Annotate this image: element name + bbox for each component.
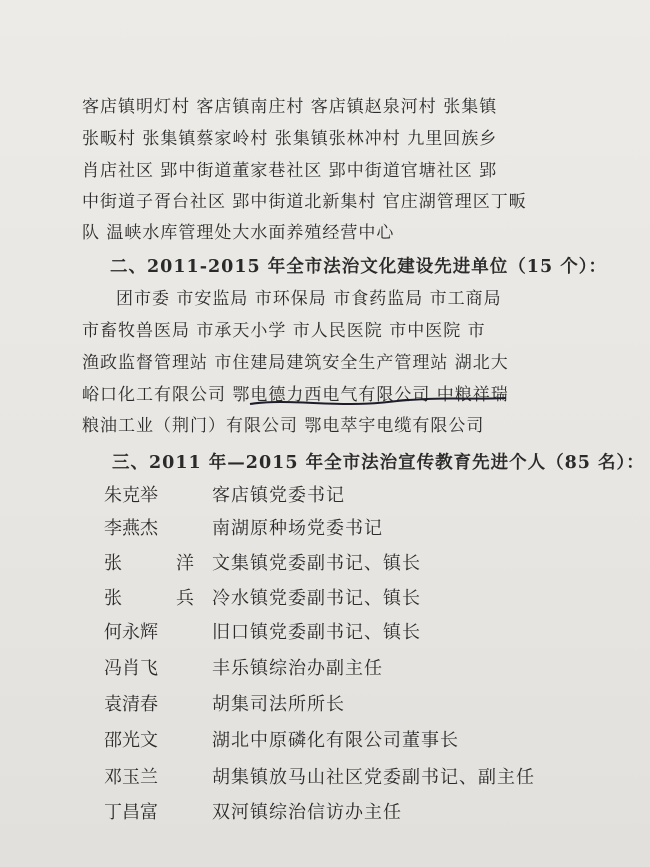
person-title: 旧口镇党委副书记、镇长: [212, 622, 421, 643]
person-name: [104, 588, 194, 610]
name-char: 兵: [176, 588, 194, 609]
section-heading-3: 三、2011 年—2015 年全市法治宣传教育先进个人（85 名）：: [112, 453, 645, 473]
text-line-9: 渔政监督管理站 市住建局建筑安全生产管理站 湖北大: [82, 353, 509, 373]
name-char: 洋: [176, 553, 194, 574]
person-name: 邓玉兰: [104, 767, 158, 788]
text-line-7: 团市委 市安监局 市环保局 市食药监局 市工商局: [116, 289, 502, 309]
text-line-8: 市畜牧兽医局 市承天小学 市人民医院 市中医院 市: [82, 321, 486, 341]
person-title: 双河镇综治信访办主任: [212, 802, 402, 823]
text-line-3: 肖店社区 郢中街道董家巷社区 郢中街道官塘社区 郢: [82, 161, 498, 181]
name-char: 张: [104, 588, 122, 609]
section-heading-2: 二、2011-2015 年全市法治文化建设先进单位（15 个）：: [110, 257, 607, 277]
person-title: 客店镇党委书记: [212, 485, 345, 506]
person-name: 邵光文: [104, 730, 158, 751]
text-line-11: 粮油工业（荆门）有限公司 鄂电萃宇电缆有限公司: [82, 416, 485, 436]
person-title: 胡集镇放马山社区党委副书记、副主任: [212, 767, 535, 788]
text-line-10: 峪口化工有限公司 鄂电德力西电气有限公司 中粮祥瑞: [82, 385, 509, 405]
person-name: 袁清春: [104, 694, 158, 715]
person-title: 冷水镇党委副书记、镇长: [212, 588, 421, 609]
person-name: 李燕杰: [104, 518, 158, 539]
person-name: 何永辉: [104, 622, 158, 643]
person-title: 文集镇党委副书记、镇长: [212, 553, 421, 574]
person-name: 冯肖飞: [104, 658, 158, 679]
text-line-2: 张畈村 张集镇蔡家岭村 张集镇张林冲村 九里回族乡: [82, 129, 498, 149]
text-line-1: 客店镇明灯村 客店镇南庄村 客店镇赵泉河村 张集镇: [82, 97, 498, 117]
text-line-5: 队 温峡水库管理处大水面养殖经营中心: [82, 223, 395, 243]
person-title: 胡集司法所所长: [212, 694, 345, 715]
person-title: 南湖原种场党委书记: [212, 518, 383, 539]
person-name: 丁昌富: [104, 802, 158, 823]
person-name: [104, 553, 194, 575]
person-title: 丰乐镇综治办副主任: [212, 658, 383, 679]
name-char: 张: [104, 553, 122, 574]
text-line-4: 中街道子胥台社区 郢中街道北新集村 官庄湖管理区丁畈: [82, 192, 527, 212]
person-title: 湖北中原磷化有限公司董事长: [212, 730, 459, 751]
person-name: 朱克举: [104, 485, 158, 506]
